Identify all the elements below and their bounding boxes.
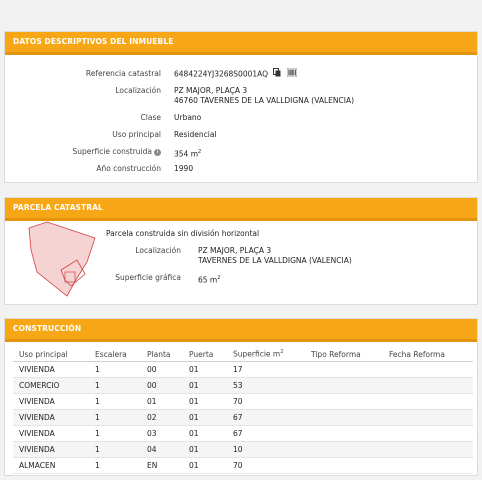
col-fecha-reforma[interactable]: Fecha Reforma <box>383 347 473 362</box>
cell-escalera: 1 <box>89 378 141 394</box>
cell-tipo-reforma <box>305 458 383 474</box>
cell-superficie: 53 <box>227 378 305 394</box>
info-icon[interactable]: i <box>154 149 161 156</box>
superficie-construida-value: 354 m <box>174 149 199 159</box>
cell-planta: 00 <box>141 378 183 394</box>
cell-planta: 04 <box>141 442 183 458</box>
construccion-table <box>13 347 473 474</box>
ref-catastral-label: Referencia catastral <box>85 69 161 78</box>
cell-uso: ALMACEN <box>13 458 89 474</box>
cell-puerta: 01 <box>183 410 227 426</box>
cell-tipo-reforma <box>305 362 383 378</box>
cell-puerta: 01 <box>183 394 227 410</box>
cell-fecha-reforma <box>383 458 473 474</box>
cell-tipo-reforma <box>305 410 383 426</box>
cell-uso: VIVIENDA <box>13 410 89 426</box>
superficie-grafica-label: Superficie gráfica <box>115 273 181 282</box>
cell-uso: COMERCIO <box>13 378 89 394</box>
ref-catastral-value-row <box>174 68 297 80</box>
superficie-grafica-value-row <box>198 272 220 284</box>
localizacion-line1: PZ MAJOR, PLAÇA 3 <box>174 86 248 95</box>
clase-label: Clase <box>140 113 161 122</box>
cell-fecha-reforma <box>383 410 473 426</box>
cell-escalera: 1 <box>89 458 141 474</box>
parcela-localizacion-line1: PZ MAJOR, PLAÇA 3 <box>198 246 272 255</box>
datos-descriptivos-title: DATOS DESCRIPTIVOS DEL INMUEBLE <box>5 32 477 55</box>
copy-icon[interactable] <box>273 68 281 81</box>
cell-fecha-reforma <box>383 426 473 442</box>
parcel-outline <box>29 222 95 296</box>
cell-planta: 02 <box>141 410 183 426</box>
uso-principal-label: Uso principal <box>112 130 161 139</box>
col-puerta[interactable]: Puerta <box>183 347 227 362</box>
table-row <box>13 410 473 426</box>
uso-principal-value: Residencial <box>174 130 217 139</box>
table-row <box>13 426 473 442</box>
parcela-catastral-panel <box>4 197 478 305</box>
table-row <box>13 458 473 474</box>
cell-tipo-reforma <box>305 378 383 394</box>
superficie-construida-value-row <box>174 146 201 158</box>
table-row <box>13 442 473 458</box>
table-row <box>13 378 473 394</box>
cell-planta: 00 <box>141 362 183 378</box>
anio-construccion-label: Año construcción <box>96 164 161 173</box>
localizacion-line2: 46760 TAVERNES DE LA VALLDIGNA (VALENCIA) <box>174 96 355 105</box>
col-superficie-exp: 2 <box>280 349 284 356</box>
parcel-map[interactable] <box>25 220 105 302</box>
cell-escalera: 1 <box>89 426 141 442</box>
cell-uso: VIVIENDA <box>13 362 89 378</box>
cell-fecha-reforma <box>383 362 473 378</box>
construccion-title: CONSTRUCCIÓN <box>5 319 477 342</box>
cell-superficie: 67 <box>227 426 305 442</box>
cell-planta: EN <box>141 458 183 474</box>
col-planta[interactable]: Planta <box>141 347 183 362</box>
col-escalera[interactable]: Escalera <box>89 347 141 362</box>
cell-fecha-reforma <box>383 442 473 458</box>
cell-escalera: 1 <box>89 394 141 410</box>
cell-escalera: 1 <box>89 362 141 378</box>
superficie-construida-unit-exp: 2 <box>198 149 202 155</box>
cell-puerta: 01 <box>183 378 227 394</box>
table-header-row <box>13 347 473 362</box>
cell-superficie: 67 <box>227 410 305 426</box>
cell-puerta: 01 <box>183 458 227 474</box>
cell-superficie: 70 <box>227 394 305 410</box>
cell-planta: 03 <box>141 426 183 442</box>
cell-planta: 01 <box>141 394 183 410</box>
cell-superficie: 17 <box>227 362 305 378</box>
barcode-icon[interactable] <box>287 68 297 81</box>
parcela-localizacion-label: Localización <box>135 246 181 255</box>
cell-puerta: 01 <box>183 442 227 458</box>
cell-fecha-reforma <box>383 394 473 410</box>
construccion-panel <box>4 318 478 476</box>
col-superficie[interactable] <box>227 347 305 362</box>
superficie-grafica-unit-exp: 2 <box>217 275 221 281</box>
cell-uso: VIVIENDA <box>13 426 89 442</box>
cell-superficie: 10 <box>227 442 305 458</box>
cell-escalera: 1 <box>89 442 141 458</box>
superficie-construida-label-row <box>45 146 161 158</box>
datos-descriptivos-panel <box>4 31 478 183</box>
cell-superficie: 70 <box>227 458 305 474</box>
parcela-localizacion-line2: TAVERNES DE LA VALLDIGNA (VALENCIA) <box>198 256 352 265</box>
parcela-catastral-title: PARCELA CATASTRAL <box>5 198 477 221</box>
col-uso-principal[interactable]: Uso principal <box>13 347 89 362</box>
cell-puerta: 01 <box>183 426 227 442</box>
cell-tipo-reforma <box>305 426 383 442</box>
table-row <box>13 362 473 378</box>
cell-uso: VIVIENDA <box>13 442 89 458</box>
superficie-construida-label: Superficie construida <box>72 147 152 156</box>
cell-escalera: 1 <box>89 410 141 426</box>
col-superficie-label: Superficie m <box>233 349 281 359</box>
clase-value: Urbano <box>174 113 202 122</box>
cell-tipo-reforma <box>305 394 383 410</box>
cell-fecha-reforma <box>383 378 473 394</box>
localizacion-label: Localización <box>115 86 161 95</box>
anio-construccion-value: 1990 <box>174 164 194 173</box>
table-row <box>13 394 473 410</box>
superficie-grafica-value: 65 m <box>198 275 218 285</box>
ref-catastral-value: 6484224YJ3268S0001AQ <box>174 69 269 79</box>
cell-puerta: 01 <box>183 362 227 378</box>
col-tipo-reforma[interactable]: Tipo Reforma <box>305 347 383 362</box>
cell-tipo-reforma <box>305 442 383 458</box>
parcela-subtitle: Parcela construida sin división horizontal <box>106 229 260 238</box>
cell-uso: VIVIENDA <box>13 394 89 410</box>
